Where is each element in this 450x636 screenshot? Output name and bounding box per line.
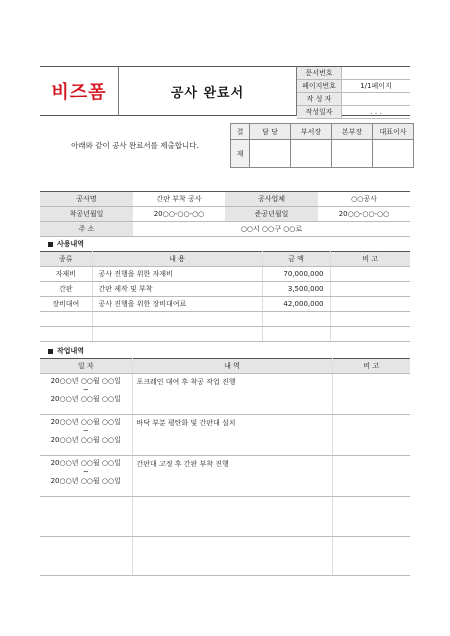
meta-value[interactable]: . . . xyxy=(342,106,411,119)
project-company-label: 공사업체 xyxy=(225,192,318,207)
work-col-header: 일 자 xyxy=(40,359,132,374)
work-content[interactable]: 간판대 고정 후 간판 부착 진행 xyxy=(132,456,332,497)
empty-cell[interactable] xyxy=(330,327,410,342)
empty-cell[interactable] xyxy=(92,312,262,327)
approval-role: 담 당 xyxy=(250,124,291,140)
work-date-tilde: ~ xyxy=(82,386,89,394)
work-section-title xyxy=(48,346,84,356)
work-row xyxy=(40,415,410,456)
usage-type[interactable]: 자재비 xyxy=(40,267,92,282)
address-label: 주 소 xyxy=(40,222,133,237)
empty-cell[interactable] xyxy=(40,497,132,537)
usage-amount[interactable]: 3,500,000 xyxy=(262,282,330,297)
empty-cell[interactable] xyxy=(132,497,332,537)
work-date-range[interactable] xyxy=(40,456,132,497)
work-date-from: 20○○년 ○○월 ○○일 xyxy=(50,377,121,385)
usage-note[interactable] xyxy=(330,282,410,297)
empty-cell[interactable] xyxy=(330,312,410,327)
approval-box xyxy=(230,123,414,168)
bullet-square-icon xyxy=(48,349,53,354)
project-name-value[interactable]: 간판 부착 공사 xyxy=(133,192,225,207)
meta-label: 작성일자 xyxy=(297,106,342,119)
work-date-to: 20○○년 ○○월 ○○일 xyxy=(50,436,121,444)
project-name-label: 공사명 xyxy=(40,192,133,207)
usage-row xyxy=(40,282,410,297)
work-date-range[interactable] xyxy=(40,374,132,415)
usage-header-row xyxy=(40,252,410,267)
brand-logo: 비즈폼 xyxy=(51,82,107,103)
empty-cell[interactable] xyxy=(262,327,330,342)
approval-role: 대표이사 xyxy=(373,124,414,140)
usage-amount[interactable]: 42,000,000 xyxy=(262,297,330,312)
work-note[interactable] xyxy=(332,374,410,415)
empty-cell[interactable] xyxy=(332,537,410,576)
document-title: 공사 완료서 xyxy=(170,85,245,101)
work-date-to: 20○○년 ○○월 ○○일 xyxy=(50,395,121,403)
usage-amount[interactable]: 70,000,000 xyxy=(262,267,330,282)
usage-content[interactable]: 공사 진행을 위한 자재비 xyxy=(92,267,262,282)
empty-cell[interactable] xyxy=(332,497,410,537)
approval-signature-cell[interactable] xyxy=(250,140,291,168)
document-meta-table xyxy=(297,67,410,119)
usage-row-empty xyxy=(40,327,410,342)
empty-cell[interactable] xyxy=(40,327,92,342)
work-row xyxy=(40,456,410,497)
usage-row xyxy=(40,267,410,282)
work-row-empty xyxy=(40,497,410,537)
meta-label: 문서번호 xyxy=(297,67,342,80)
approval-signature-cell[interactable] xyxy=(291,140,332,168)
usage-section-title xyxy=(48,239,84,249)
approval-label-bottom: 재 xyxy=(231,140,250,168)
meta-label: 페이지번호 xyxy=(297,80,342,93)
usage-note[interactable] xyxy=(330,267,410,282)
usage-row-empty xyxy=(40,312,410,327)
meta-row xyxy=(297,80,410,93)
empty-cell[interactable] xyxy=(40,537,132,576)
work-note[interactable] xyxy=(332,456,410,497)
work-date-to: 20○○년 ○○월 ○○일 xyxy=(50,477,121,485)
end-date-label: 준공년월일 xyxy=(225,207,318,222)
work-content[interactable]: 바닥 부분 평탄화 및 간판대 설치 xyxy=(132,415,332,456)
usage-type[interactable]: 간판 xyxy=(40,282,92,297)
usage-table xyxy=(40,251,410,342)
usage-note[interactable] xyxy=(330,297,410,312)
work-date-tilde: ~ xyxy=(82,468,89,476)
project-info-table xyxy=(40,191,410,237)
meta-value[interactable]: 1/1페이지 xyxy=(342,80,411,93)
work-section-label: 작업내역 xyxy=(57,347,85,355)
approval-signature-cell[interactable] xyxy=(332,140,373,168)
approval-role: 부서장 xyxy=(291,124,332,140)
project-company-value[interactable]: ○○공사 xyxy=(318,192,410,207)
intro-text: 아래와 같이 공사 완료서를 제출합니다. xyxy=(71,141,199,150)
work-row-empty xyxy=(40,537,410,576)
meta-value[interactable] xyxy=(342,93,411,106)
usage-type[interactable]: 장비대여 xyxy=(40,297,92,312)
info-row xyxy=(40,222,410,237)
work-date-from: 20○○년 ○○월 ○○일 xyxy=(50,418,121,426)
meta-value[interactable] xyxy=(342,67,411,80)
meta-label: 작 성 자 xyxy=(297,93,342,106)
work-content[interactable]: 포크레인 대여 후 착공 작업 진행 xyxy=(132,374,332,415)
usage-col-header: 비 고 xyxy=(330,252,410,267)
usage-col-header: 내 용 xyxy=(92,252,262,267)
work-date-from: 20○○년 ○○월 ○○일 xyxy=(50,459,121,467)
approval-label-top: 결 xyxy=(231,124,250,140)
info-row xyxy=(40,192,410,207)
empty-cell[interactable] xyxy=(40,312,92,327)
usage-col-header: 종류 xyxy=(40,252,92,267)
meta-row xyxy=(297,106,410,119)
approval-role: 본부장 xyxy=(332,124,373,140)
end-date-value[interactable]: 20○○-○○-○○ xyxy=(318,207,410,222)
work-row xyxy=(40,374,410,415)
work-header-row xyxy=(40,359,410,374)
start-date-label: 착공년월일 xyxy=(40,207,133,222)
usage-content[interactable]: 공사 진행을 위한 장비대여료 xyxy=(92,297,262,312)
usage-section-label: 사용내역 xyxy=(57,240,85,248)
work-note[interactable] xyxy=(332,415,410,456)
address-value[interactable]: ○○시 ○○구 ○○로 xyxy=(133,222,410,237)
work-col-header: 내 역 xyxy=(132,359,332,374)
work-date-range[interactable] xyxy=(40,415,132,456)
work-date-tilde: ~ xyxy=(82,427,89,435)
work-table xyxy=(40,358,410,576)
bullet-square-icon xyxy=(48,242,53,247)
usage-row xyxy=(40,297,410,312)
empty-cell[interactable] xyxy=(132,537,332,576)
meta-row xyxy=(297,67,410,80)
empty-cell[interactable] xyxy=(92,327,262,342)
empty-cell[interactable] xyxy=(262,312,330,327)
info-row xyxy=(40,207,410,222)
usage-col-header: 금 액 xyxy=(262,252,330,267)
start-date-value[interactable]: 20○○-○○-○○ xyxy=(133,207,225,222)
usage-content[interactable]: 간판 제작 및 부착 xyxy=(92,282,262,297)
meta-row xyxy=(297,93,410,106)
approval-signature-cell[interactable] xyxy=(373,140,414,168)
work-col-header: 비 고 xyxy=(332,359,410,374)
